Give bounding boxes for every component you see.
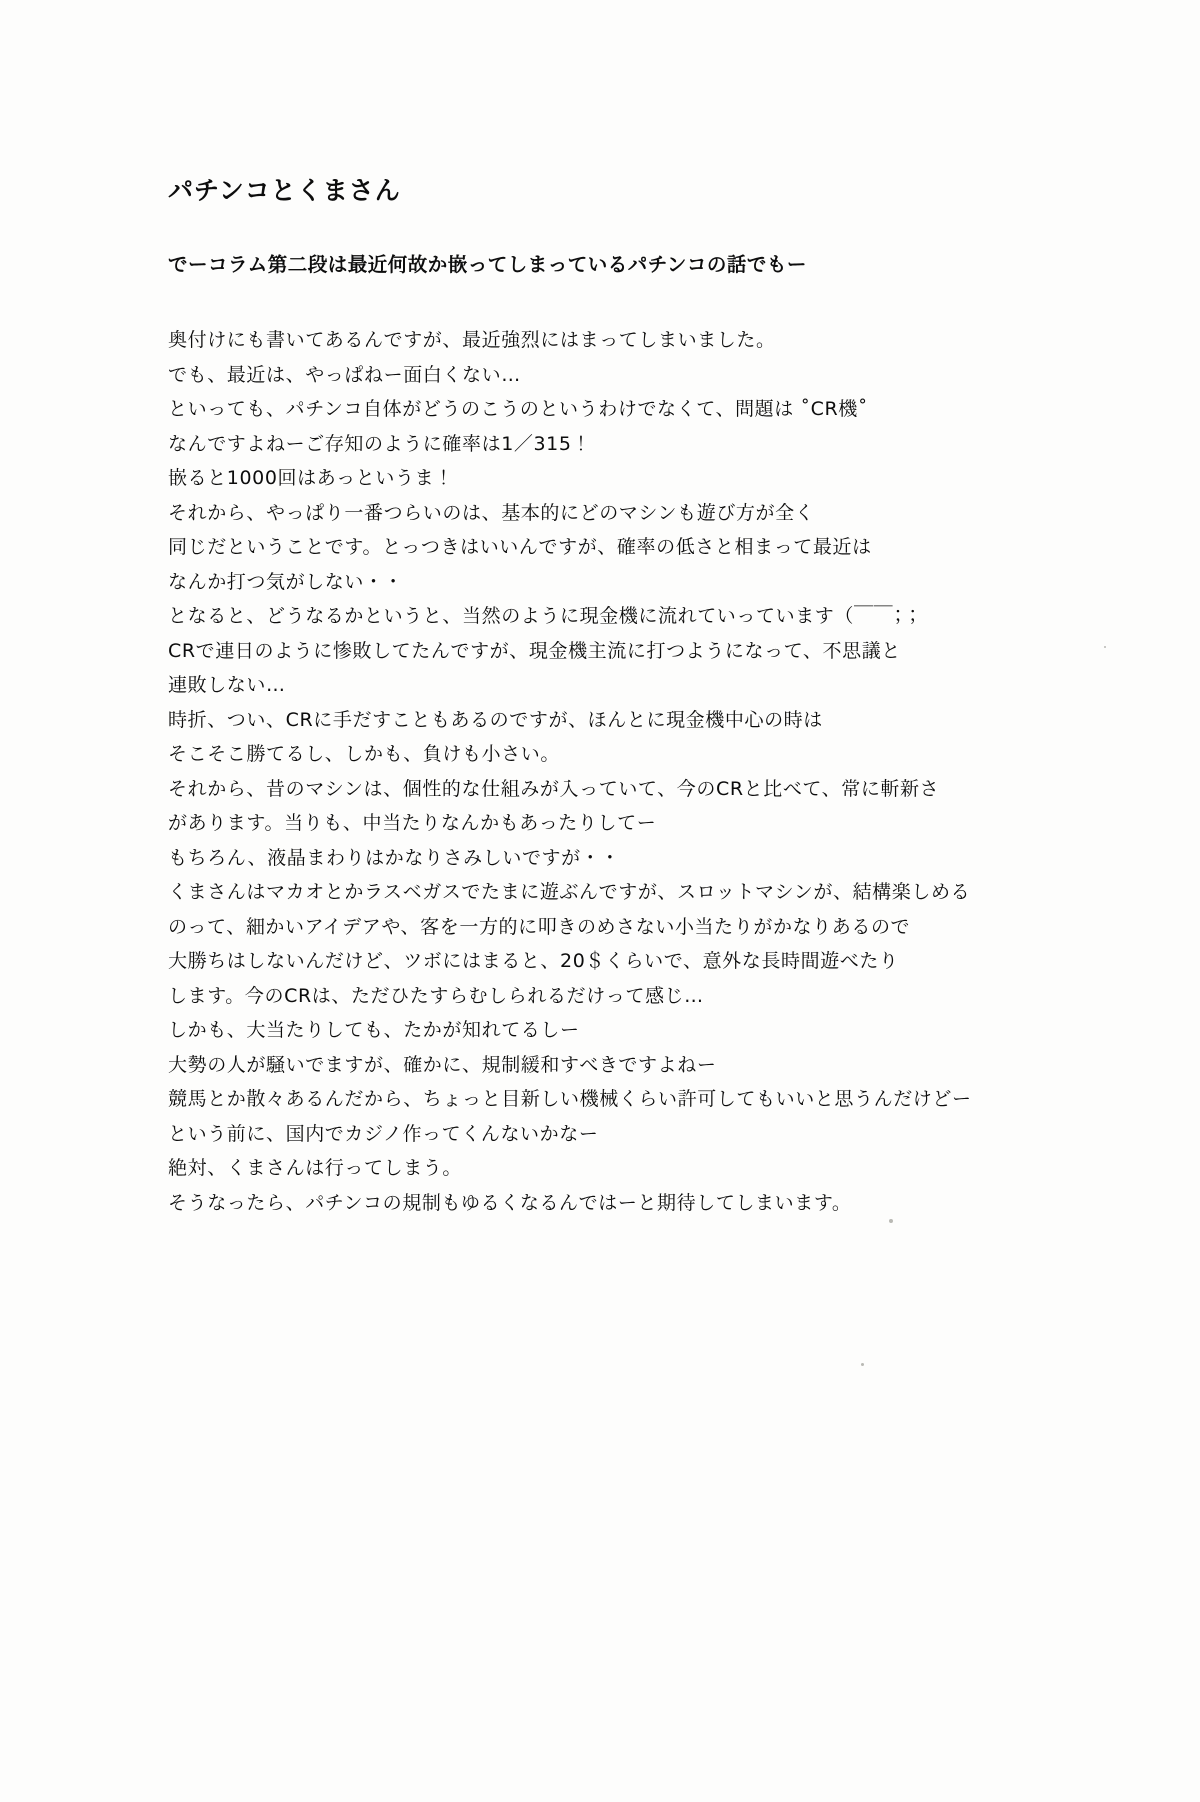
paper-speck xyxy=(1104,646,1106,648)
body-line: CRで連日のように惨敗してたんですが、現金機主流に打つようになって、不思議と xyxy=(168,639,901,662)
document-content xyxy=(168,176,1068,1220)
body-line: 大勝ちはしないんだけど、ツボにはまると、20＄くらいで、意外な長時間遊べたり xyxy=(168,950,899,973)
paper-speck xyxy=(861,1363,864,1366)
body-line: 時折、つい、CRに手だすこともあるのですが、ほんとに現金機中心の時は xyxy=(168,708,823,731)
body-line: という前に、国内でカジノ作ってくんないかなー xyxy=(168,1122,599,1145)
paper-speck xyxy=(889,1219,893,1223)
body-line: といっても、パチンコ自体がどうのこうのというわけでなくて、問題は ˚CR機˚ xyxy=(168,398,868,421)
body-line: そこそこ勝てるし、しかも、負けも小さい。 xyxy=(168,743,561,766)
body-line: 同じだということです。とっつきはいいんですが、確率の低さと相まって最近は xyxy=(168,536,872,559)
body-line: もちろん、液晶まわりはかなりさみしいですが・・ xyxy=(168,846,620,869)
body-line: なんですよねーご存知のように確率は1／315！ xyxy=(168,432,592,455)
body-line: それから、昔のマシンは、個性的な仕組みが入っていて、今のCRと比べて、常に斬新さ xyxy=(168,777,940,800)
body-line: 奥付けにも書いてあるんですが、最近強烈にはまってしまいました。 xyxy=(168,329,776,352)
document-subtitle: でーコラム第二段は最近何故か嵌ってしまっているパチンコの話でもー xyxy=(168,253,807,276)
body-line: くまさんはマカオとかラスベガスでたまに遊ぶんですが、スロットマシンが、結構楽しめる xyxy=(168,881,971,904)
body-line: があります。当りも、中当たりなんかもあったりしてー xyxy=(168,812,657,835)
body-line: しかも、大当たりしても、たかが知れてるしー xyxy=(168,1019,580,1042)
page-title: パチンコとくまさん xyxy=(168,176,401,205)
body-line: 絶対、くまさんは行ってしまう。 xyxy=(168,1157,463,1180)
body-line: なんか打つ気がしない・・ xyxy=(168,570,404,593)
body-line: でも、最近は、やっぱねー面白くない… xyxy=(168,363,521,386)
body-line: それから、やっぱり一番つらいのは、基本的にどのマシンも遊び方が全く xyxy=(168,501,815,524)
body-line: 競馬とか散々あるんだから、ちょっと目新しい機械くらい許可してもいいと思うんだけどー xyxy=(168,1088,972,1111)
body-line: となると、どうなるかというと、当然のように現金機に流れていっています（￣￣；； xyxy=(168,605,923,628)
document-body xyxy=(168,323,1068,1220)
body-line: 嵌ると1000回はあっというま！ xyxy=(168,467,454,490)
body-line: そうなったら、パチンコの規制もゆるくなるんではーと期待してしまいます。 xyxy=(168,1191,852,1214)
body-line: のって、細かいアイデアや、客を一方的に叩きのめさない小当たりがかなりあるので xyxy=(168,915,911,938)
body-line: します。今のCRは、ただひたすらむしられるだけって感じ… xyxy=(168,984,704,1007)
body-line: 大勢の人が騒いでますが、確かに、規制緩和すべきですよねー xyxy=(168,1053,717,1076)
body-line: 連敗しない… xyxy=(168,674,286,697)
